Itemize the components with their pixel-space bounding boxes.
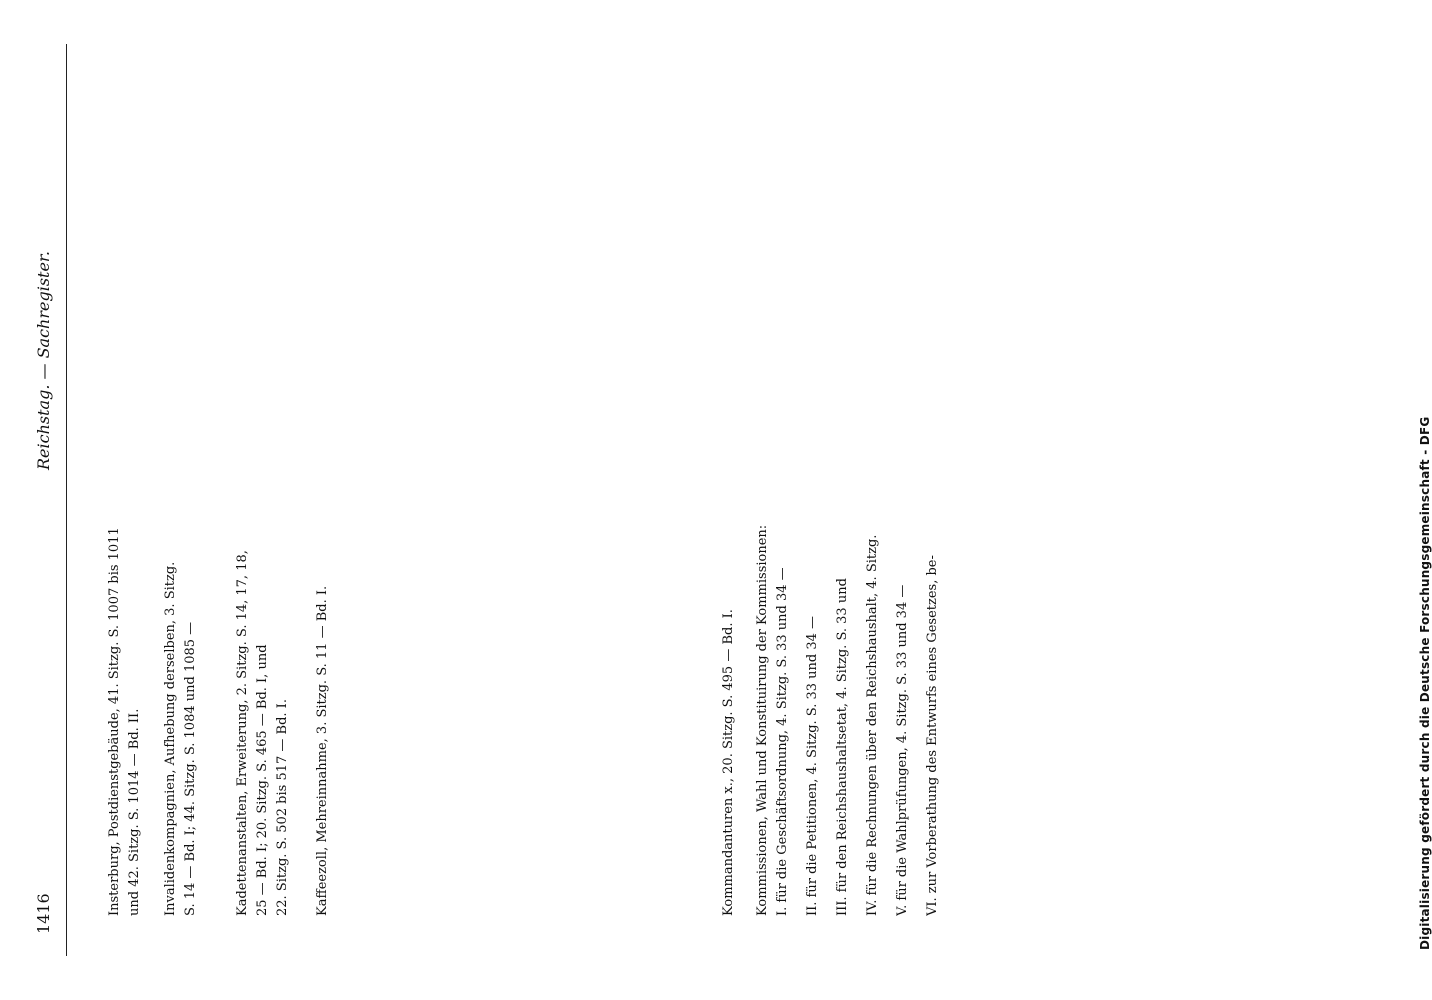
- right-entry-7: V. für die Wahlprüfungen, 4. Sitzg. S. 33 und 34 —: [895, 584, 910, 916]
- right-entry-8: VI. zur Vorberathung des Entwurfs eines Gesetzes, be-: [925, 555, 940, 916]
- left-entry-5: Kadettenanstalten, Erweiterung, 2. Sitzg. S. 14, 17, 18,: [235, 550, 250, 916]
- right-entry-4: II. für die Petitionen, 4. Sitzg. S. 33 und 34 —: [805, 615, 820, 916]
- left-entry-4: S. 14 — Bd. I; 44. Sitzg. S. 1084 und 1085 —: [183, 621, 198, 916]
- right-entry-2: Kommissionen, Wahl und Konstituirung der Kommissionen:: [755, 524, 770, 916]
- left-entry-7: 22. Sitzg. S. 502 bis 517 — Bd. I.: [275, 699, 290, 916]
- left-entry-1: Insterburg, Postdienstgebäude, 41. Sitzg. S. 1007 bis 1011: [107, 527, 122, 916]
- page-rule: [66, 44, 67, 956]
- running-head: Reichstag. — Sachregister.: [34, 251, 53, 470]
- left-entry-3: Invalidenkompagnien, Aufhebung derselben, 3. Sitzg.: [163, 561, 178, 916]
- left-entry-6: 25 — Bd. I; 20. Sitzg. S. 465 — Bd. I, und: [255, 644, 270, 916]
- right-entry-1: Kommandanturen x., 20. Sitzg. S. 495 — Bd. I.: [721, 609, 736, 916]
- left-entry-8: Kaffeezoll, Mehreinnahme, 3. Sitzg. S. 11 — Bd. I.: [315, 585, 330, 916]
- right-column: [720, 58, 1330, 918]
- digitization-credit: Digitalisierung gefördert durch die Deutsche Forschungsgemeinschaft - DFG: [1418, 416, 1432, 950]
- page-number: 1416: [34, 893, 53, 934]
- right-entry-3: I. für die Geschäftsordnung, 4. Sitzg. S. 33 und 34 —: [775, 567, 790, 916]
- right-entry-6: IV. für die Rechnungen über den Reichshaushalt, 4. Sitzg.: [865, 534, 880, 916]
- left-entry-2: und 42. Sitzg. S. 1014 — Bd. II.: [127, 708, 142, 916]
- left-column: [86, 58, 696, 918]
- right-entry-5: III. für den Reichshaushaltsetat, 4. Sitzg. S. 33 und: [835, 578, 850, 916]
